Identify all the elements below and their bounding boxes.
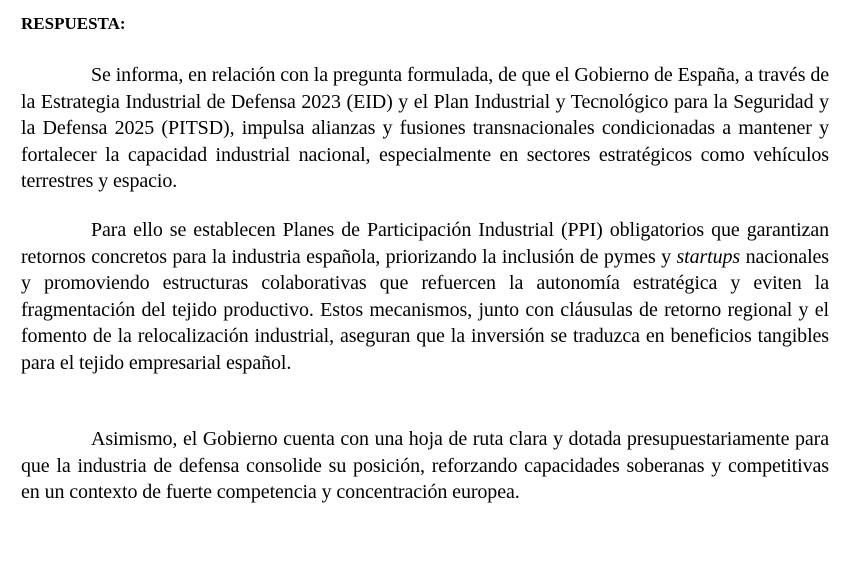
paragraph-2 <box>21 217 829 376</box>
paragraph-3 <box>21 426 829 506</box>
paragraph-2-italic-term: startups <box>676 245 741 268</box>
paragraph-2-text-start: Para ello se establecen Planes de Participación Industrial (PPI) obligatorios que garantizan retornos concretos para la industria española, priorizando la inclusión de pymes y <box>21 219 829 268</box>
paragraph-1 <box>21 62 829 195</box>
paragraph-1-text: Se informa, en relación con la pregunta formulada, de que el Gobierno de España, a través de la Estrategia Industrial de Defensa 2023 (EID) y el Plan Industrial y Tecnológico para la Seguridad y la Defensa 2025 (PITSD), impulsa alianzas y fusiones transnacionales condicionadas a mantener y fortalecer la capacidad industrial nacional, especialmente en sectores estratégicos como vehículos terrestres y espacio. <box>21 64 829 192</box>
paragraph-3-text: Asimismo, el Gobierno cuenta con una hoja de ruta clara y dotada presupuestariamente para que la industria de defensa consolide su posición, reforzando capacidades soberanas y competitivas en un contexto de fuerte competencia y concentración europea. <box>21 428 829 503</box>
response-heading: RESPUESTA: <box>21 14 126 33</box>
paragraph-2-text-end: nacionales y promoviendo estructuras colaborativas que refuercen la autonomía estratégica y eviten la fragmentación del tejido productivo. Estos mecanismos, junto con cláusulas de retorno regional y el fomento de la relocalización industrial, aseguran que la inversión se traduzca en beneficios tangibles para el tejido empresarial español. <box>21 245 829 374</box>
